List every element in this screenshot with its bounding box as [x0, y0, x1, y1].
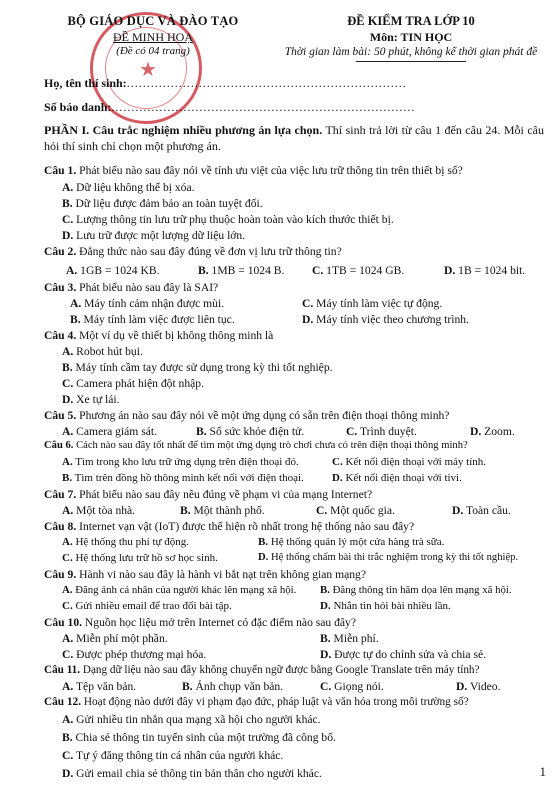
option-text: Số sức khỏe điện tử. — [206, 425, 305, 438]
option-text: Một quốc gia. — [327, 504, 395, 517]
option-text: Máy tính làm việc tự động. — [313, 297, 443, 310]
option-text: Xe tự lái. — [73, 393, 120, 406]
question-text: Một ví dụ về thiết bị không thông minh là — [76, 329, 274, 342]
option-letter: A. — [70, 297, 82, 310]
question-text: Hoạt động nào dưới đây vi phạm đạo đức, pháp luật và văn hóa trong môi trường số? — [81, 696, 469, 708]
option — [62, 377, 204, 390]
question — [44, 245, 342, 258]
option — [62, 767, 322, 780]
question-number: Câu 9. — [44, 568, 77, 581]
option-text: Tệp văn bản. — [73, 680, 137, 693]
option — [66, 264, 160, 277]
question-number: Câu 6. — [44, 440, 74, 451]
option-text: Gửi nhiều email để trao đổi bài tập. — [72, 600, 232, 612]
option — [320, 680, 384, 693]
question-text: Phát biểu nào sau đây là SAI? — [76, 281, 219, 294]
option-text: Được phép thương mại hóa. — [73, 648, 207, 661]
header-left — [58, 14, 248, 57]
option-text: Hệ thống quản lý một cửa hàng trà sữa. — [268, 536, 445, 548]
option — [346, 425, 417, 438]
option-letter: B. — [70, 313, 81, 326]
question-number: Câu 3. — [44, 281, 77, 294]
option-text: Tìm trong kho lưu trữ ứng dụng trên điện thoại đó. — [72, 456, 299, 468]
question — [44, 664, 480, 676]
header-right — [280, 14, 542, 62]
part1-instruction: Thí sinh trả lời từ câu 1 đến câu 24. Mỗi câu hỏi thí sinh chỉ chọn một phương án. — [44, 123, 544, 153]
page-count-note: (Đề có 04 trang) — [116, 45, 190, 57]
option-letter: D. — [456, 680, 468, 693]
option-text: Kết nối điện thoại với máy tính. — [342, 456, 486, 468]
option-letter: D. — [470, 425, 482, 438]
option-letter: A. — [62, 632, 74, 645]
option-letter: C. — [316, 504, 328, 517]
option-letter: A. — [62, 536, 73, 548]
option-letter: A. — [62, 425, 74, 438]
option — [62, 425, 157, 438]
option-letter: B. — [62, 361, 73, 374]
page-number: 1 — [539, 764, 546, 779]
option-text: Máy tính cầm tay được sử dụng trong kỳ thi tốt nghiệp. — [72, 361, 333, 374]
question — [44, 568, 366, 581]
option — [62, 504, 135, 517]
question — [44, 164, 463, 177]
option-text: Ảnh chụp văn bản. — [192, 680, 284, 693]
option — [320, 600, 451, 612]
option — [316, 504, 395, 517]
option — [62, 552, 218, 564]
option — [180, 504, 265, 517]
option-letter: A. — [62, 345, 74, 358]
option — [62, 229, 245, 242]
question-text: Hành vi nào sau đây là hành vi bắt nạt trên không gian mạng? — [76, 568, 366, 581]
option-text: Giọng nói. — [331, 680, 384, 693]
question-number: Câu 12. — [44, 696, 82, 708]
option — [62, 731, 336, 744]
question — [44, 440, 468, 451]
question-text: Nguồn học liệu mở trên Internet có đặc điểm nào sau đây? — [82, 616, 356, 629]
option-letter: C. — [62, 600, 73, 612]
option-text: Lượng thông tin lưu trữ phụ thuộc hoàn toàn vào kích thước thiết bị. — [73, 213, 394, 226]
option-letter: A. — [66, 264, 78, 277]
question-text: Internet vạn vật (IoT) được thể hiện rõ nhất trong hệ thống nào sau đây? — [76, 520, 415, 533]
option — [332, 472, 462, 484]
header-divider — [356, 61, 466, 62]
option — [62, 472, 304, 484]
option-letter: B. — [196, 425, 207, 438]
option-text: Camera giám sát. — [73, 425, 157, 438]
part1-heading: PHẦN I. Câu trắc nghiệm nhiều phương án lựa chọn. — [44, 123, 323, 137]
option — [332, 456, 486, 468]
option-letter: D. — [320, 600, 331, 612]
question-number: Câu 4. — [44, 329, 77, 342]
option-text: Gửi nhiều tin nhắn qua mạng xã hội cho người khác. — [73, 713, 321, 726]
question-number: Câu 8. — [44, 520, 77, 533]
option-letter: A. — [62, 584, 73, 596]
option-text: Dữ liệu được đảm bảo an toàn tuyệt đối. — [72, 197, 263, 210]
question — [44, 616, 356, 629]
option-text: Máy tính việc theo chương trình. — [313, 313, 469, 326]
id-field — [44, 100, 415, 115]
option — [62, 361, 333, 374]
option-letter: D. — [444, 264, 456, 277]
option-text: Một tòa nhà. — [73, 504, 136, 517]
option — [258, 552, 518, 563]
option-letter: A. — [62, 680, 74, 693]
option-letter: C. — [62, 377, 74, 390]
option-text: Máy tính cảm nhận được mùi. — [81, 297, 225, 310]
id-dots: ............................................................................ — [111, 100, 416, 114]
option-letter: B. — [320, 632, 331, 645]
option — [302, 297, 442, 310]
option-text: 1MB = 1024 B. — [208, 264, 285, 277]
option — [470, 425, 515, 438]
option-text: Miễn phí một phần. — [73, 632, 168, 645]
option — [198, 264, 284, 277]
option — [62, 181, 195, 194]
option — [62, 197, 263, 210]
option-letter: D. — [258, 552, 269, 563]
name-dots: ...................................................................... — [126, 76, 407, 90]
option — [320, 584, 512, 596]
option-letter: B. — [198, 264, 209, 277]
question-number: Câu 7. — [44, 488, 77, 501]
id-label: Số báo danh: — [44, 100, 112, 114]
option-letter: A. — [62, 504, 74, 517]
option-text: Một thành phố. — [190, 504, 265, 517]
star-icon: ★ — [139, 59, 157, 81]
question-number: Câu 1. — [44, 164, 77, 177]
option-letter: C. — [332, 456, 343, 468]
question — [44, 520, 414, 533]
option-text: Lưu trữ được một lượng dữ liệu lớn. — [73, 229, 246, 242]
option-letter: A. — [62, 713, 74, 726]
option-letter: C. — [62, 648, 74, 661]
option-letter: B. — [182, 680, 193, 693]
question-number: Câu 5. — [44, 409, 77, 422]
option-letter: C. — [62, 552, 73, 564]
question-text: Dạng dữ liệu nào sau đây không chuyển ngữ được bằng Google Translate trên máy tính? — [80, 664, 480, 676]
option-letter: B. — [180, 504, 191, 517]
option-text: Máy tính làm việc được liên tục. — [80, 313, 235, 326]
option-text: Dữ liệu không thể bị xóa. — [73, 181, 195, 194]
option-text: Đăng ảnh cá nhân của người khác lên mạng xã hội. — [72, 584, 297, 596]
option-text: 1B = 1024 bit. — [455, 264, 526, 277]
option-letter: B. — [258, 536, 269, 548]
option-text: Robot hút bụi. — [73, 345, 143, 358]
option — [452, 504, 511, 517]
option-letter: D. — [62, 393, 74, 406]
name-field — [44, 76, 407, 91]
question-number: Câu 2. — [44, 245, 77, 258]
time-note: Thời gian làm bài: 50 phút, không kể thời gian phát đề — [284, 46, 538, 58]
exam-subject: Môn: TIN HỌC — [369, 30, 453, 44]
option-letter: B. — [62, 197, 73, 210]
exam-title: ĐỀ KIỂM TRA LỚP 10 — [347, 14, 475, 28]
option-text: Nhắn tin hỏi bài nhiều lần. — [330, 600, 451, 612]
option-letter: D. — [320, 648, 332, 661]
option — [62, 536, 189, 548]
option-text: Gửi email chia sẻ thông tin bản thân cho người khác. — [73, 767, 322, 780]
question — [44, 281, 218, 294]
question — [44, 488, 372, 501]
option-text: Kết nối điện thoại với tivi. — [342, 472, 462, 484]
option — [62, 632, 168, 645]
option-text: Trình duyệt. — [357, 425, 417, 438]
option-text: Toàn cầu. — [463, 504, 511, 517]
option-text: Được tự do chỉnh sửa và chia sẻ. — [331, 648, 487, 661]
option-letter: D. — [302, 313, 314, 326]
option-text: Tự ý đăng thông tin cá nhân của người khác. — [73, 749, 284, 762]
option — [70, 313, 235, 326]
option — [62, 456, 299, 468]
option-text: Zoom. — [481, 425, 515, 438]
option-letter: D. — [62, 229, 74, 242]
option — [444, 264, 525, 277]
option — [62, 345, 143, 358]
option — [196, 425, 304, 438]
question-text: Phương án nào sau đây nói về một ứng dụng có sẵn trên điện thoại thông minh? — [76, 409, 450, 422]
option — [62, 213, 394, 226]
question-text: Phát biểu nào sau đây nêu đúng về phạm vi của mạng Internet? — [76, 488, 373, 501]
part1-intro — [44, 122, 544, 154]
question-number: Câu 11. — [44, 664, 81, 676]
option-letter: C. — [62, 749, 74, 762]
option — [62, 749, 283, 762]
option-text: Đăng thông tin hăm dọa lên mạng xã hội. — [329, 584, 512, 596]
option-letter: B. — [62, 472, 73, 484]
option-letter: C. — [320, 680, 332, 693]
option-letter: D. — [62, 767, 74, 780]
question — [44, 696, 469, 708]
option-text: 1TB = 1024 GB. — [323, 264, 405, 277]
option-text: Tìm trên đồng hồ thông minh kết nối với điện thoại. — [72, 472, 304, 484]
option-text: Hệ thống chấm bài thi trắc nghiệm trong kỳ thi tốt nghiệp. — [268, 552, 519, 563]
option-letter: D. — [452, 504, 464, 517]
question-text: Cách nào sau đây tốt nhất để tìm một ứng dụng trò chơi chưa có trên điện thoại thông minh? — [73, 440, 468, 451]
option-letter: A. — [62, 456, 73, 468]
option-letter: C. — [312, 264, 324, 277]
option — [456, 680, 501, 693]
option — [70, 297, 224, 310]
option-text: Video. — [467, 680, 501, 693]
option — [62, 393, 120, 406]
option-letter: C. — [346, 425, 358, 438]
option — [62, 713, 321, 726]
exam-type: ĐỀ MINH HOẠ — [113, 30, 193, 44]
option-letter: B. — [320, 584, 330, 596]
option — [182, 680, 283, 693]
option-text: Chia sẻ thông tin tuyển sinh của một trường đã công bố. — [72, 731, 336, 744]
question — [44, 409, 449, 422]
option-text: Camera phát hiện đột nhập. — [73, 377, 204, 390]
name-label: Họ, tên thí sinh: — [44, 76, 127, 90]
option-letter: B. — [62, 731, 73, 744]
option — [62, 680, 136, 693]
option-text: Hệ thống lưu trữ hồ sơ học sinh. — [72, 552, 218, 564]
option — [312, 264, 404, 277]
option — [320, 632, 379, 645]
question-text: Phát biểu nào sau đây nói về tính ưu việt của việc lưu trữ thông tin trên thiết bị số? — [76, 164, 463, 177]
option-text: Hệ thống thu phí tự động. — [72, 536, 189, 548]
question-text: Đẳng thức nào sau đây đúng về đơn vị lưu trữ thông tin? — [76, 245, 342, 258]
question-number: Câu 10. — [44, 616, 83, 629]
option-text: 1GB = 1024 KB. — [77, 264, 160, 277]
question — [44, 329, 273, 342]
option — [320, 648, 486, 661]
option-letter: C. — [302, 297, 314, 310]
option — [62, 600, 232, 612]
option-letter: C. — [62, 213, 74, 226]
option — [302, 313, 469, 326]
option — [62, 584, 296, 596]
option — [62, 648, 206, 661]
option — [258, 536, 444, 548]
option-letter: D. — [332, 472, 343, 484]
option-text: Miễn phí. — [330, 632, 379, 645]
option-letter: A. — [62, 181, 74, 194]
department-name: BỘ GIÁO DỤC VÀ ĐÀO TẠO — [67, 14, 239, 28]
